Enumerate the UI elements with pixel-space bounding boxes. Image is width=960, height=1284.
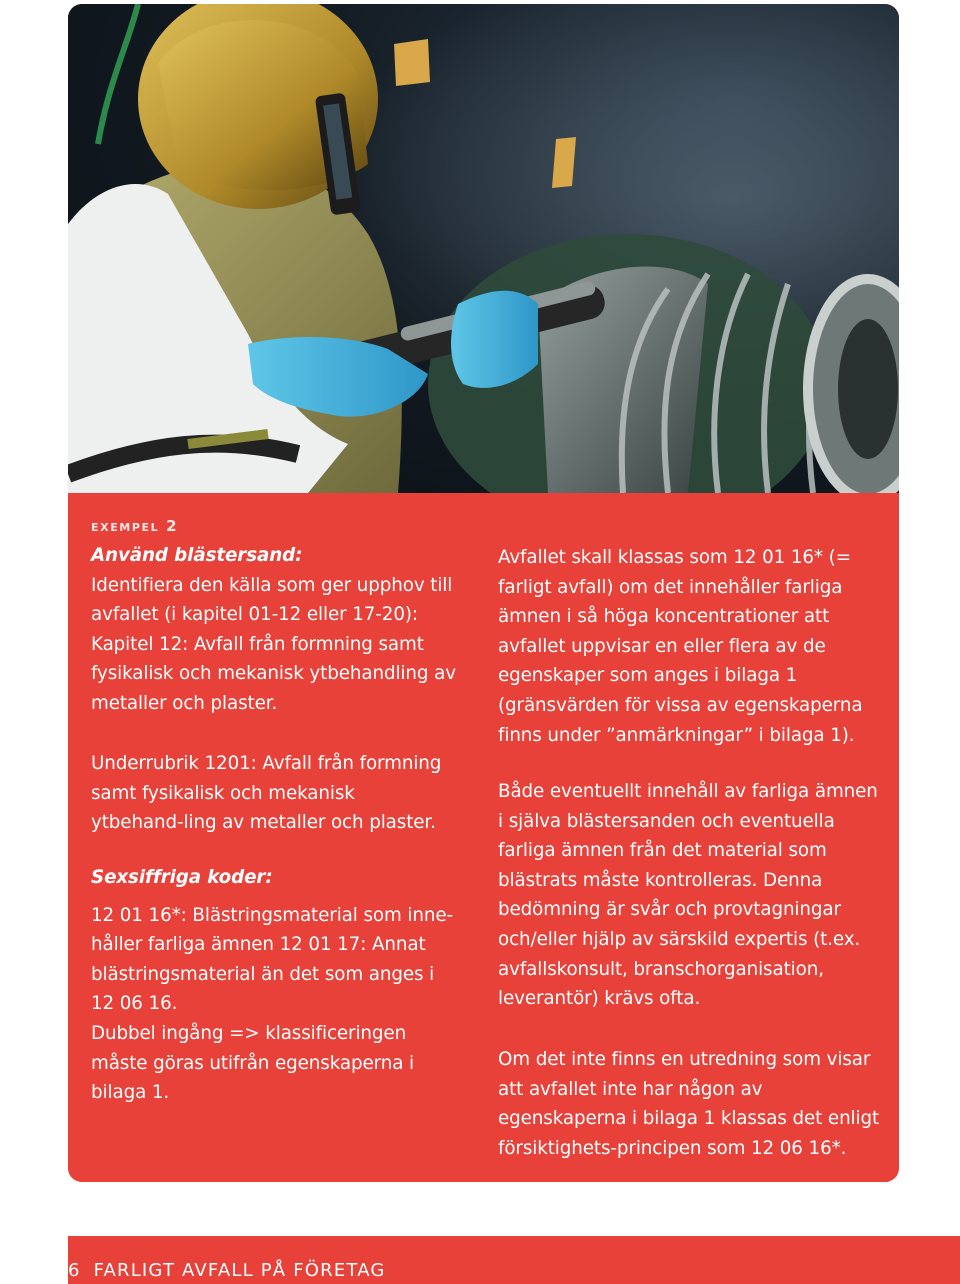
- sandblasting-illustration: [68, 4, 899, 493]
- paragraph-source: Identifiera den källa som ger upphov till avfallet (i kapitel 01-12 eller 17-20): Kapitel 12: Avfall från formning samt fysikalisk och mekanisk ytbehandling av metaller och plaster.: [91, 574, 456, 714]
- example-label: exempel 2: [91, 517, 179, 535]
- sandblasting-photo: [68, 4, 899, 493]
- paragraph-precaution: Om det inte finns en utredning som visar att avfallet inte har någon av egenskaperna i bilaga 1 klassas det enligt försiktighets-principen som 12 06 16*.: [498, 1049, 880, 1159]
- heading-sexsiffriga-koder: Sexsiffriga koder:: [91, 867, 273, 888]
- paragraph-codes: 12 01 16*: Blästringsmaterial som inne-håller farliga ämnen 12 01 17: Annat blästringsmaterial än det som anges i 12 06 16.: [91, 904, 453, 1015]
- page-number: 6: [68, 1260, 81, 1281]
- paragraph-dubbel-ingang: Dubbel ingång => klassificeringen måste göras utifrån egenskaperna i bilaga 1.: [91, 1022, 414, 1104]
- heading-anvand-blastersand: Använd blästersand:: [91, 545, 303, 566]
- paragraph-underrubrik: Underrubrik 1201: Avfall från formning samt fysikalisk och mekanisk ytbehand-ling av metaller och plaster.: [91, 753, 442, 834]
- footer-bar: [68, 1236, 960, 1284]
- publication-title: FARLIGT AVFALL PÅ FÖRETAG: [93, 1260, 386, 1281]
- footer-label: [68, 1260, 386, 1281]
- example-card: [68, 4, 899, 1182]
- paragraph-classification: Avfallet skall klassas som 12 01 16* (= farligt avfall) om det innehåller farliga ämnen i så höga koncentrationer att avfallet uppvisar en eller flera av de egenskaper som anges i bilaga 1 (gränsvärden för vissa av egenskaperna finns under ”anmärkningar” i bilaga 1).: [498, 547, 863, 746]
- example-panel: [68, 493, 899, 1182]
- paragraph-assessment: Både eventuellt innehåll av farliga ämnen i själva blästersanden och eventuella farliga ämnen från det material som blästrats måste kontrolleras. Denna bedömning är svår och provtagningar och/eller hjälp av särskild expertis (t.ex. avfallskonsult, branschorganisation, leverantör) krävs ofta.: [498, 781, 878, 1010]
